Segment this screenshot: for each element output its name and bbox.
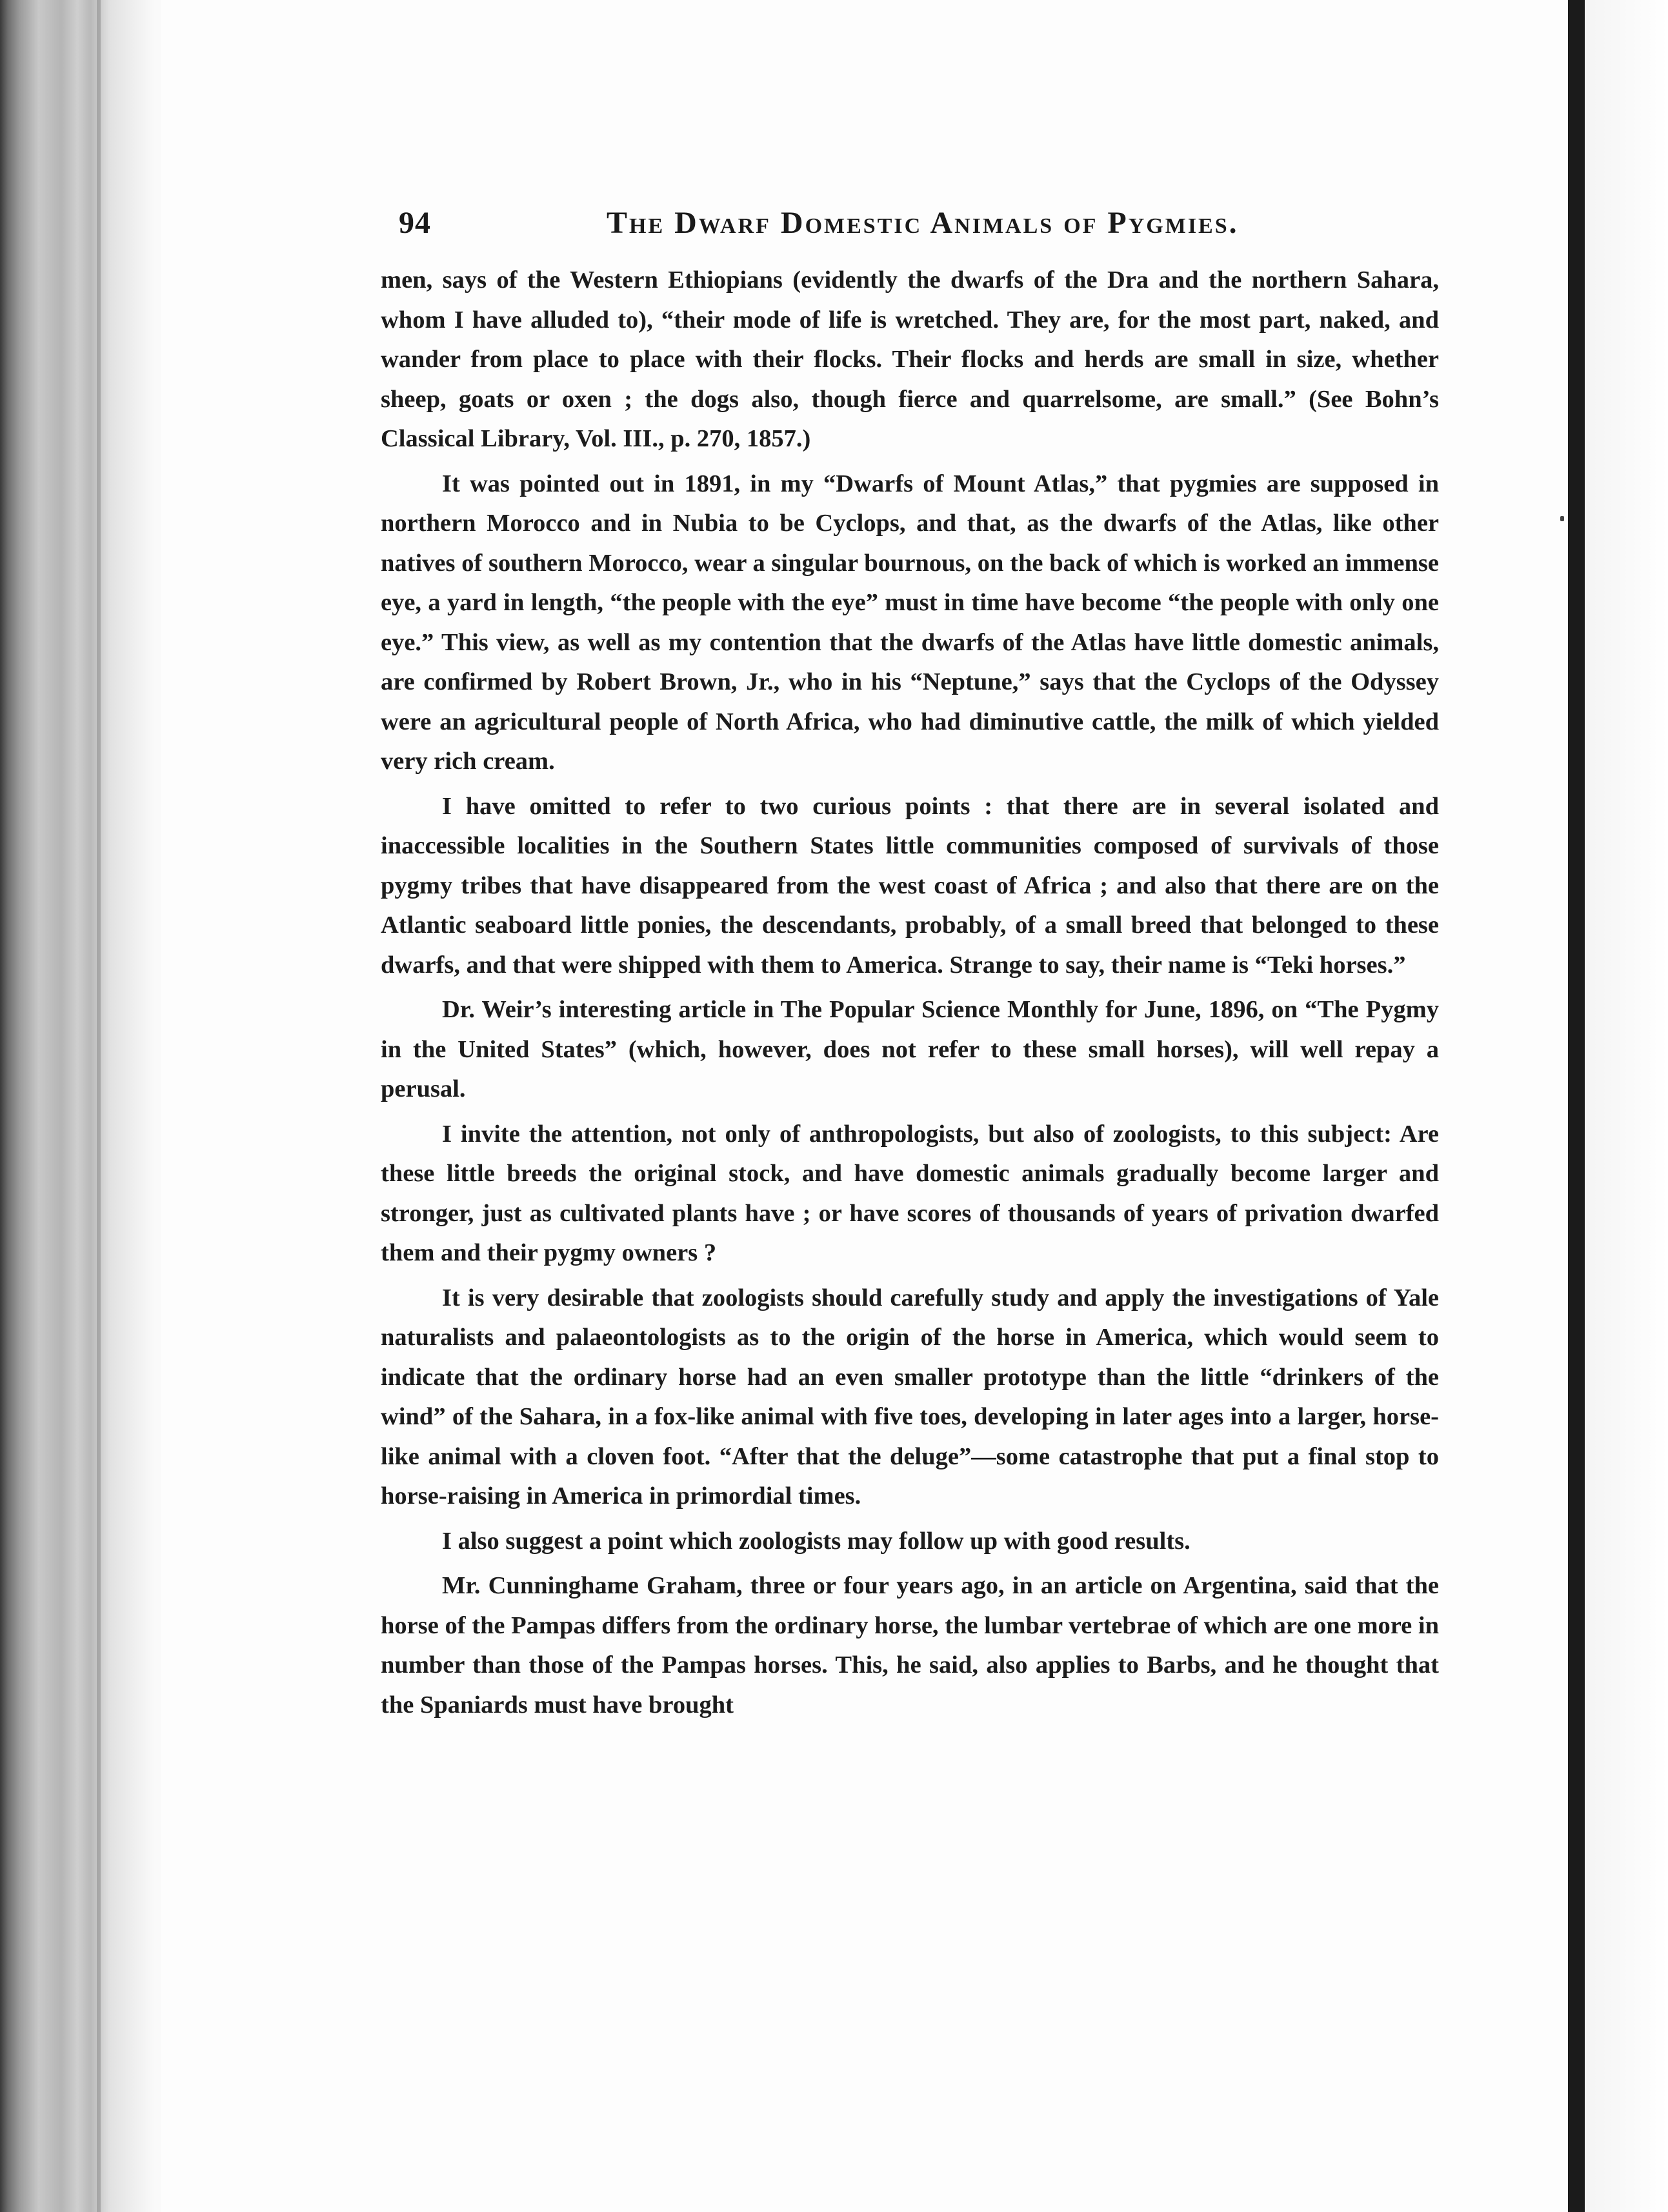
book-page (381, 200, 1439, 1725)
paragraph-continued: men, says of the Western Ethiopians (evidently the dwarfs of the Dra and the northern Sahara, whom I have alluded to), “their mode of life is wretched. They are, for the most part, naked, and wander from place to place with their flocks. Their flocks and herds are small in size, whether sheep, goats or oxen ; the dogs also, though fierce and quarrelsome, are small.” (See Bohn’s Classical Library, Vol. III., p. 270, 1857.) (381, 266, 1439, 452)
running-title: The Dwarf Domestic Animals of Pygmies. (607, 206, 1239, 240)
scan-speck (1560, 516, 1564, 521)
page-number: 94 (399, 206, 431, 240)
running-header (381, 200, 1439, 252)
paragraph: It is very desirable that zoologists should carefully study and apply the investigations of Yale naturalists and palaeontologists as to the origin of the horse in America, which would seem to indicate that the ordinary horse had an even smaller prototype than the little “drinkers of the wind” of the Sahara, in a fox-like animal with five toes, developing in later ages into a larger, horse-like animal with a cloven foot. “After that the deluge”—some catastrophe that put a final stop to horse-raising in America in primordial times. (381, 1284, 1439, 1510)
paragraph: I invite the attention, not only of anthropologists, but also of zoologists, to this subject: Are these little breeds the original stock, and have domestic animals gradually become larger and stronger, just as cultivated plants have ; or have scores of thousands of years of privation dwarfed them and their pygmy owners ? (381, 1120, 1439, 1266)
paragraph: Mr. Cunninghame Graham, three or four years ago, in an article on Argentina, said that the horse of the Pampas differs from the ordinary horse, the lumbar vertebrae of which are one more in number than those of the Pampas horses. This, he said, also applies to Barbs, and he thought that the Spaniards must have brought (381, 1572, 1439, 1719)
page-edge-shadow (1568, 0, 1585, 2212)
body-text (381, 261, 1439, 1725)
paragraph: I also suggest a point which zoologists may follow up with good results. (442, 1527, 1191, 1555)
book-binding-gutter (0, 0, 161, 2212)
paragraph: It was pointed out in 1891, in my “Dwarfs of Mount Atlas,” that pygmies are supposed in northern Morocco and in Nubia to be Cyclops, and that, as the dwarfs of the Atlas, like other natives of southern Morocco, wear a singular bournous, on the back of which is worked an immense eye, a yard in length, “the people with the eye” must in time have become “the people with only one eye.” This view, as well as my contention that the dwarfs of the Atlas have little domestic animals, are confirmed by Robert Brown, Jr., who in his “Neptune,” says that the Cyclops of the Odyssey were an agricultural people of North Africa, who had diminutive cattle, the milk of which yielded very rich cream. (381, 470, 1439, 775)
gutter-crease (97, 0, 101, 2212)
paragraph: I have omitted to refer to two curious points : that there are in several isolated and inaccessible localities in the Southern States little communities composed of survivals of those pygmy tribes that have disappeared from the west coast of Africa ; and also that there are on the Atlantic seaboard little ponies, the descendants, probably, of a small breed that belonged to these dwarfs, and that were shipped with them to America. Strange to say, their name is “Teki horses.” (381, 792, 1439, 979)
paragraph: Dr. Weir’s interesting article in The Popular Science Monthly for June, 1896, on “The Pygmy in the United States” (which, however, does not refer to these small horses), will well repay a perusal. (381, 996, 1439, 1102)
next-page-edge (1585, 0, 1668, 2212)
